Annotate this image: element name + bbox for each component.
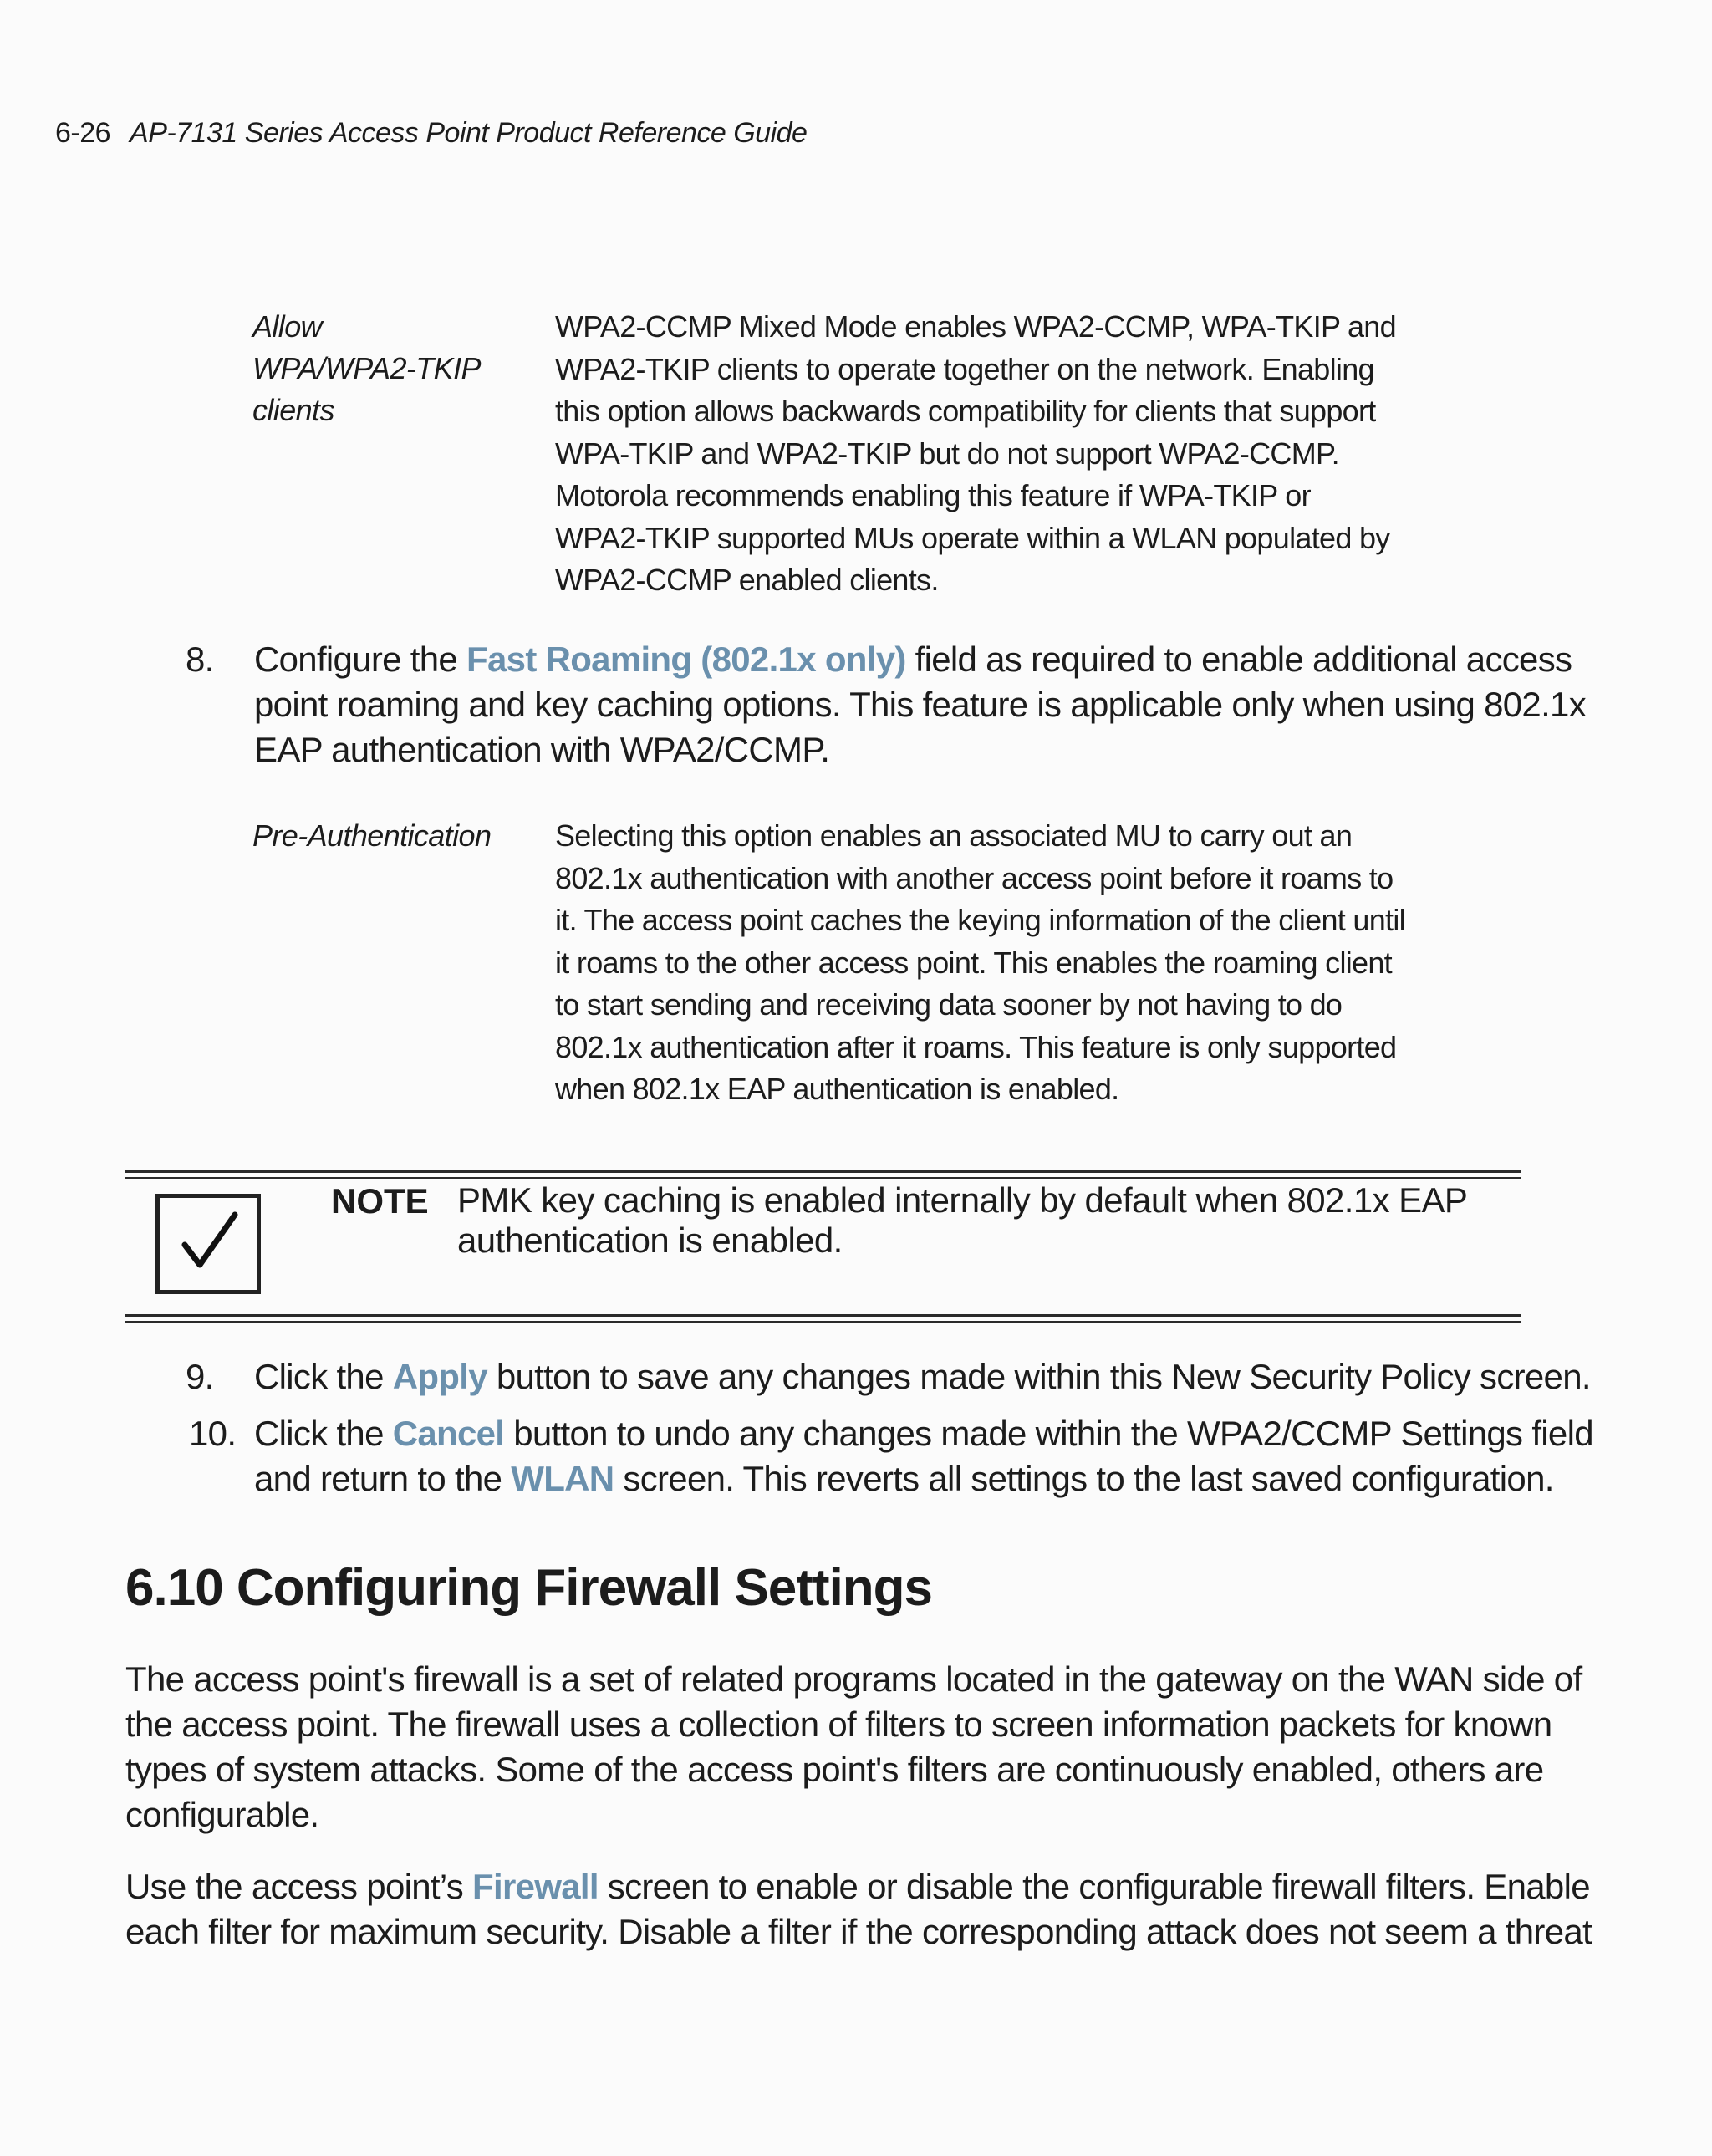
para-text: Use the access point’s	[125, 1867, 473, 1906]
step-line	[254, 637, 1572, 682]
step-line	[254, 1411, 1593, 1456]
step-text: Configure the	[254, 640, 467, 679]
para-text: screen to enable or disable the configurable firewall filters. Enable	[598, 1867, 1590, 1906]
section-heading: 6.10 Configuring Firewall Settings	[125, 1559, 933, 1617]
guide-title: AP-7131 Series Access Point Product Reference Guide	[130, 117, 808, 149]
note-text	[457, 1180, 1467, 1261]
desc-line: when 802.1x EAP authentication is enabled.	[555, 1072, 1119, 1106]
param-term	[252, 306, 528, 431]
step-line	[254, 1354, 1591, 1399]
step-number: 10.	[189, 1414, 237, 1453]
note-line: authentication is enabled.	[457, 1221, 843, 1260]
step-text: screen. This reverts all settings to the last saved configuration.	[614, 1459, 1554, 1498]
desc-line: 802.1x authentication with another access point before it roams to	[555, 860, 1394, 895]
note-bottom-rule	[125, 1314, 1521, 1323]
section-paragraph-1	[125, 1657, 1582, 1837]
step-text: button to undo any changes made within the WPA2/CCMP Settings field	[504, 1414, 1593, 1453]
section-paragraph-2	[125, 1864, 1592, 1955]
wlan-link[interactable]: WLAN	[511, 1459, 614, 1498]
step-text: and return to the	[254, 1459, 512, 1498]
desc-line: WPA2-TKIP clients to operate together on the network. Enabling	[555, 351, 1374, 386]
firewall-link[interactable]: Firewall	[472, 1867, 599, 1906]
note-top-rule	[125, 1170, 1521, 1179]
step-text: button to save any changes made within this New Security Policy screen.	[487, 1357, 1591, 1396]
para-line: each filter for maximum security. Disable a filter if the corresponding attack does not seem a threat	[125, 1912, 1592, 1951]
desc-line: WPA2-CCMP Mixed Mode enables WPA2-CCMP, WPA-TKIP and	[555, 309, 1396, 344]
desc-line: it. The access point caches the keying information of the client until	[555, 903, 1405, 937]
desc-line: Motorola recommends enabling this feature if WPA-TKIP or	[555, 478, 1311, 512]
running-header	[55, 117, 807, 150]
step-text: Click the	[254, 1357, 393, 1396]
param-term	[252, 815, 528, 857]
para-line: the access point. The firewall uses a collection of filters to screen information packets for known	[125, 1705, 1552, 1744]
step-line	[254, 1456, 1554, 1501]
desc-line: WPA2-TKIP supported MUs operate within a WLAN populated by	[555, 520, 1390, 555]
step-line: EAP authentication with WPA2/CCMP.	[254, 730, 830, 769]
fast-roaming-link[interactable]: Fast Roaming (802.1x only)	[466, 640, 906, 679]
step-line: point roaming and key caching options. This feature is applicable only when using 802.1x	[254, 685, 1586, 724]
param-description	[555, 815, 1441, 1111]
desc-line: this option allows backwards compatibility for clients that support	[555, 394, 1376, 428]
page-number: 6-26	[55, 117, 111, 149]
term-line: WPA/WPA2-TKIP	[252, 351, 481, 385]
term-line: Pre-Authentication	[252, 818, 492, 853]
step-text: field as required to enable additional access	[905, 640, 1572, 679]
apply-link[interactable]: Apply	[392, 1357, 487, 1396]
para-line: configurable.	[125, 1795, 319, 1834]
step-number: 9.	[186, 1357, 214, 1396]
step-body	[254, 637, 1586, 772]
step-number: 8.	[186, 640, 214, 679]
desc-line: WPA-TKIP and WPA2-TKIP but do not support WPA2-CCMP.	[555, 436, 1339, 471]
para-line	[125, 1864, 1590, 1909]
desc-line: Selecting this option enables an associated MU to carry out an	[555, 818, 1353, 853]
step-text: Click the	[254, 1414, 393, 1453]
desc-line: WPA2-CCMP enabled clients.	[555, 563, 939, 597]
desc-line: 802.1x authentication after it roams. This feature is only supported	[555, 1029, 1397, 1064]
step-body	[254, 1411, 1593, 1501]
note-line: PMK key caching is enabled internally by default when 802.1x EAP	[457, 1180, 1468, 1220]
step-body	[254, 1354, 1591, 1399]
param-description	[555, 306, 1441, 602]
checkmark-icon	[155, 1194, 261, 1294]
term-line: Allow	[252, 309, 323, 344]
para-line: types of system attacks. Some of the access point's filters are continuously enabled, others are	[125, 1750, 1544, 1789]
term-line: clients	[252, 393, 334, 427]
desc-line: it roams to the other access point. This enables the roaming client	[555, 945, 1392, 980]
desc-line: to start sending and receiving data sooner by not having to do	[555, 987, 1343, 1022]
cancel-link[interactable]: Cancel	[392, 1414, 505, 1453]
note-label: NOTE	[331, 1181, 429, 1221]
para-line: The access point's firewall is a set of related programs located in the gateway on the WAN side of	[125, 1659, 1582, 1699]
